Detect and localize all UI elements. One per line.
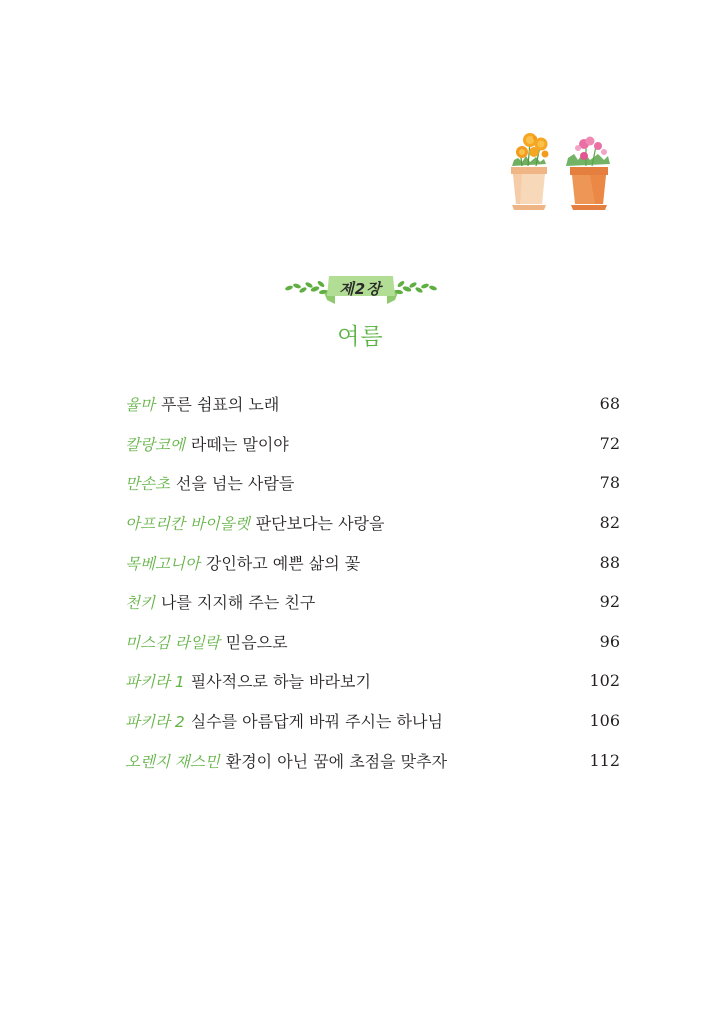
chapter-header	[0, 272, 721, 351]
toc-entry[interactable]	[125, 424, 620, 464]
pink-flower-pot-icon	[566, 137, 610, 211]
toc-flower-name: 파키라 2	[125, 713, 185, 732]
orange-flower-pot-icon	[511, 133, 549, 210]
toc-page-number: 78	[599, 473, 620, 493]
toc-subtitle: 푸른 쉼표의 노래	[160, 395, 280, 415]
toc-flower-name: 아프리칸 바이올렛	[125, 515, 250, 534]
toc-page-number: 112	[589, 750, 620, 770]
toc-subtitle: 믿음으로	[225, 632, 288, 652]
toc-page-number: 96	[599, 631, 620, 651]
toc-entry[interactable]	[125, 463, 620, 503]
toc-subtitle: 라떼는 말이야	[190, 434, 289, 454]
toc-page-number: 82	[599, 513, 620, 533]
toc-entry[interactable]	[125, 701, 620, 741]
chapter-ribbon	[281, 272, 441, 312]
toc-entry[interactable]	[125, 582, 620, 622]
flower-pots-icon	[500, 122, 620, 214]
toc-page-number: 106	[589, 711, 620, 731]
toc-entry[interactable]	[125, 542, 620, 582]
flower-pots-illustration	[500, 122, 620, 214]
toc-flower-name: 천키	[125, 594, 155, 613]
toc-subtitle: 환경이 아닌 꿈에 초점을 맞추자	[225, 751, 448, 771]
toc-subtitle: 나를 지지해 주는 친구	[160, 593, 316, 613]
toc-subtitle: 판단보다는 사랑을	[255, 514, 385, 534]
toc-flower-name: 파키라 1	[125, 673, 185, 692]
toc-entry[interactable]	[125, 661, 620, 701]
toc-flower-name: 오렌지 재스민	[125, 752, 220, 771]
toc-flower-name: 칼랑코에	[125, 435, 185, 454]
toc-flower-name: 만손초	[125, 475, 170, 494]
chapter-label: 제2장	[339, 280, 382, 298]
toc-page-number: 102	[589, 671, 620, 691]
toc-subtitle: 필사적으로 하늘 바라보기	[190, 672, 371, 692]
toc-flower-name: 율마	[125, 396, 155, 415]
toc-page-number: 68	[599, 394, 620, 414]
toc-entry[interactable]	[125, 622, 620, 662]
toc-entry[interactable]	[125, 384, 620, 424]
toc-page-number: 92	[599, 592, 620, 612]
toc-entry[interactable]	[125, 503, 620, 543]
toc-page-number: 88	[599, 552, 620, 572]
toc-subtitle: 선을 넘는 사람들	[175, 474, 295, 494]
toc-subtitle: 실수를 아름답게 바꿔 주시는 하나님	[190, 712, 443, 732]
toc-page-number: 72	[599, 433, 620, 453]
table-of-contents	[125, 384, 620, 780]
toc-entry[interactable]	[125, 740, 620, 780]
toc-flower-name: 목베고니아	[125, 554, 200, 573]
toc-flower-name: 미스김 라일락	[125, 633, 220, 652]
chapter-title: 여름	[337, 324, 384, 350]
toc-subtitle: 강인하고 예쁜 삶의 꽃	[205, 553, 361, 573]
